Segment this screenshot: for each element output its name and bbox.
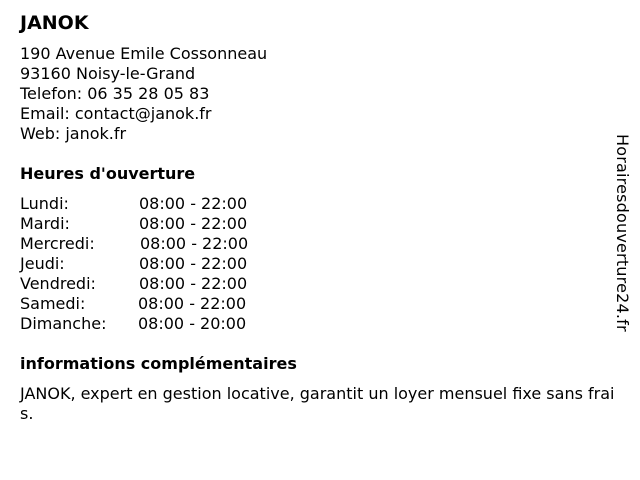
hours-row-friday — [20, 274, 280, 294]
hours-row-sunday — [20, 314, 280, 334]
time-range: 08:00 - 22:00 — [139, 214, 248, 233]
opening-hours-heading: Heures d'ouverture — [20, 164, 196, 183]
time-range: 08:00 - 22:00 — [138, 294, 247, 313]
contact-block — [20, 44, 267, 144]
time-range: 08:00 - 20:00 — [138, 314, 247, 333]
time-range: 08:00 - 22:00 — [139, 274, 248, 293]
opening-hours-table — [20, 194, 280, 334]
time-range: 08:00 - 22:00 — [139, 194, 248, 213]
email-text: Email: contact@janok.fr — [20, 104, 212, 123]
day-label: Lundi: — [20, 194, 69, 213]
additional-info-text: JANOK, expert en gestion locative, garantit un loyer mensuel fixe sans frais. — [20, 384, 615, 423]
address-line-2: 93160 Noisy-le-Grand — [20, 64, 196, 83]
day-label: Dimanche: — [20, 314, 107, 333]
hours-row-thursday — [20, 254, 280, 274]
hours-row-wednesday — [20, 234, 280, 254]
hours-row-tuesday — [20, 214, 280, 234]
phone-text: Telefon: 06 35 28 05 83 — [20, 84, 210, 103]
hours-row-monday — [20, 194, 280, 214]
time-range: 08:00 - 22:00 — [140, 234, 249, 253]
web-text: Web: janok.fr — [20, 124, 127, 143]
day-label: Mardi: — [20, 214, 70, 233]
day-label: Mercredi: — [20, 234, 95, 253]
day-label: Samedi: — [20, 294, 86, 313]
day-label: Jeudi: — [20, 254, 65, 273]
business-name: JANOK — [20, 12, 89, 34]
hours-row-saturday — [20, 294, 280, 314]
additional-info-heading: informations complémentaires — [20, 354, 297, 373]
address-line-1: 190 Avenue Emile Cossonneau — [20, 44, 268, 63]
site-watermark: Horairesdouverture24.fr — [613, 134, 632, 332]
time-range: 08:00 - 22:00 — [139, 254, 248, 273]
day-label: Vendredi: — [20, 274, 96, 293]
